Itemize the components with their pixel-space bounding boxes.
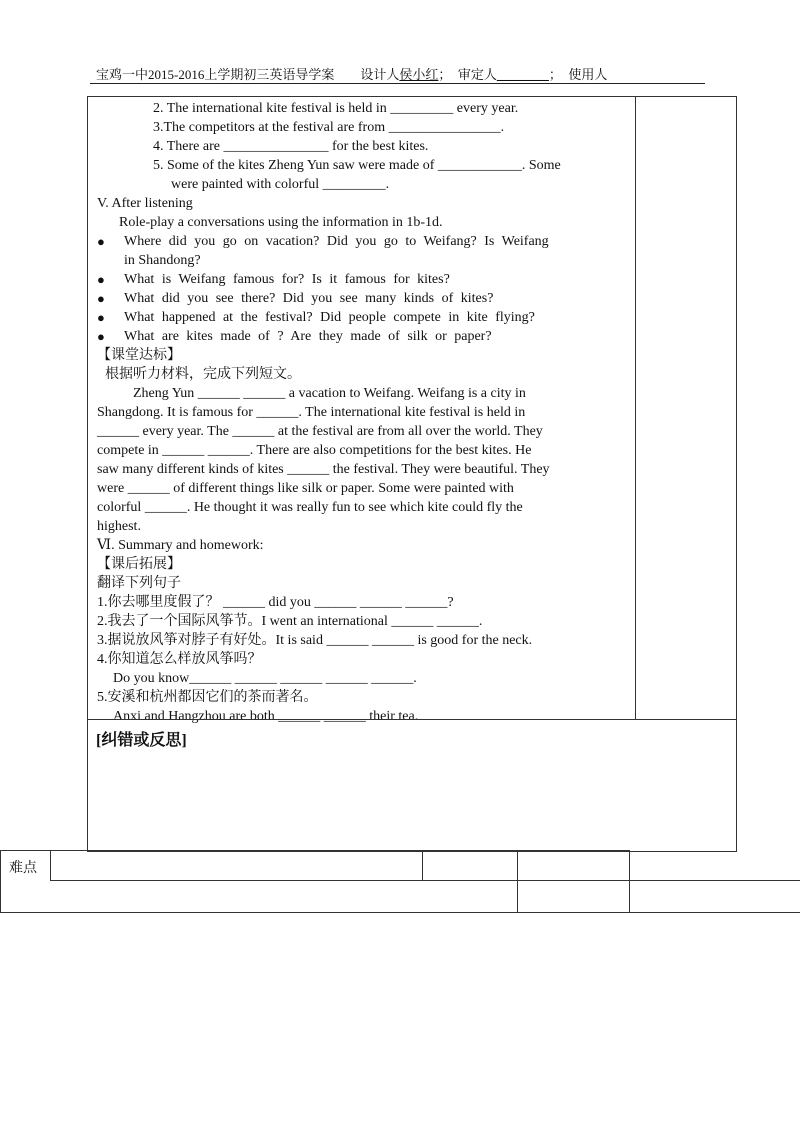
translation-line: 1.你去哪里度假了？ ______ did you ______ ______ ______?	[97, 595, 454, 610]
summary-title: Ⅵ. Summary and homework:	[97, 538, 264, 553]
reflection-title: [纠错或反思]	[96, 732, 187, 749]
question-bullet: ● What happened at the festival? Did people compete in kite flying?	[97, 310, 535, 325]
designer-name: 侯小红	[399, 67, 439, 82]
page-header	[96, 64, 607, 83]
table-rule	[0, 850, 630, 851]
passage-line: Zheng Yun ______ ______ a vacation to Weifang. Weifang is a city in	[133, 386, 526, 401]
bullet-dot-icon: ●	[97, 234, 105, 249]
bullet-dot-icon: ●	[97, 329, 105, 344]
table-rule	[517, 850, 518, 912]
bullet-dot-icon: ●	[97, 272, 105, 287]
extension-instruction: 翻译下列句子	[97, 576, 181, 591]
listening-item: were painted with colorful _________.	[171, 177, 390, 192]
worksheet-main-box	[87, 96, 737, 724]
after-listening-title: V. After listening	[97, 196, 193, 211]
reflection-box	[87, 719, 737, 852]
translation-line: 4.你知道怎么样放风筝吗？	[97, 652, 262, 667]
header-middle: ； 审定人	[438, 67, 497, 82]
translation-line: Do you know______ ______ ______ ______ ______.	[113, 671, 417, 686]
class-check-title: 【课堂达标】	[97, 348, 181, 363]
translation-line: Anxi and Hangzhou are both ______ ______ their tea.	[113, 709, 419, 724]
passage-line: Shangdong. It is famous for ______. The international kite festival is held in	[97, 405, 526, 420]
header-suffix: ； 使用人	[548, 67, 608, 82]
passage-line: were ______ of different things like silk or paper. Some were painted with	[97, 481, 514, 496]
question-bullet: ● What is Weifang famous for? Is it famous for kites?	[97, 272, 450, 287]
question-bullet: ● What did you see there? Did you see many kinds of kites?	[97, 291, 494, 306]
extension-title: 【课后拓展】	[97, 557, 181, 572]
header-rule	[90, 83, 705, 84]
bullet-dot-icon: ●	[97, 291, 105, 306]
bullet-dot-icon: ●	[97, 310, 105, 325]
listening-item: 5. Some of the kites Zheng Yun saw were made of ____________. Some	[153, 158, 561, 173]
difficulty-label: 难点	[9, 861, 37, 876]
listening-item: 4. There are _______________ for the best kites.	[153, 139, 429, 154]
table-rule	[0, 912, 800, 913]
table-rule	[422, 850, 423, 881]
bottom-table	[0, 850, 800, 912]
passage-line: saw many different kinds of kites ______ the festival. They were beautiful. They	[97, 462, 550, 477]
table-rule	[0, 850, 1, 912]
translation-line: 3.据说放风筝对脖子有好处。It is said ______ ______ is good for the neck.	[97, 633, 533, 648]
passage-line: ______ every year. The ______ at the festival are from all over the world. They	[97, 424, 543, 439]
header-prefix: 宝鸡一中2015-2016上学期初三英语导学案 设计人	[96, 67, 400, 82]
table-rule	[630, 880, 800, 881]
notes-column-divider	[635, 97, 636, 720]
table-rule	[629, 850, 630, 912]
question-bullet: ● What are kites made of ? Are they made of silk or paper?	[97, 329, 492, 344]
listening-item: 2. The international kite festival is held in _________ every year.	[153, 101, 519, 116]
class-check-instruction: 根据听力材料，完成下列短文。	[105, 367, 301, 382]
translation-line: 5.安溪和杭州都因它们的茶而著名。	[97, 690, 318, 705]
passage-line: compete in ______ ______. There are also competitions for the best kites. He	[97, 443, 532, 458]
reviewer-blank: ________	[496, 67, 549, 82]
question-bullet: ● Where did you go on vacation? Did you go to Weifang? Is Weifang	[97, 234, 549, 249]
worksheet-content	[97, 99, 627, 726]
translation-line: 2.我去了一个国际风筝节。I went an international ______ ______.	[97, 614, 483, 629]
table-rule	[50, 880, 630, 881]
passage-line: highest.	[97, 519, 141, 534]
listening-item: 3.The competitors at the festival are from ________________.	[153, 120, 505, 135]
after-listening-instruction: Role-play a conversations using the information in 1b-1d.	[119, 215, 443, 230]
question-continuation: in Shandong?	[124, 253, 201, 268]
table-rule	[50, 850, 51, 881]
passage-line: colorful ______. He thought it was really fun to see which kite could fly the	[97, 500, 523, 515]
